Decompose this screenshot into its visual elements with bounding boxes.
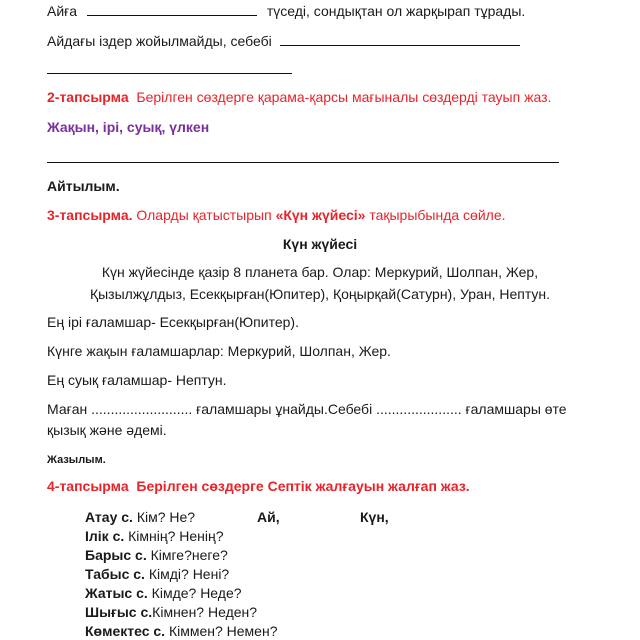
case-row [85,565,229,583]
blank-1[interactable] [87,2,257,16]
case-question: Кімде? Неде? [151,585,242,601]
case-row [85,527,224,545]
case-name: Көмектес с. [85,623,166,639]
task2-words: Жақын, ірі, суық, үлкен [47,119,210,135]
task4-heading [47,477,470,495]
task2-heading [47,88,551,106]
task3-label: 3-тапсырма. [47,207,133,223]
fill-line-2-start: Айдағы іздер жойылмайды, себебі [47,33,272,49]
task4-word-ai: Ай, [257,509,280,525]
case-question: Кімге?неге? [150,547,228,563]
text-s2: Ең ірі ғаламшар- Есекқырған(Юпитер). [47,314,299,330]
case-row [85,508,195,526]
case-name: Ілік с. [85,528,125,544]
fill-line-2 [47,32,520,50]
case-name: Атау с. [85,509,133,525]
text-s3: Күнге жақын ғаламшарлар: Меркурий, Шолпан, Жер. [47,343,391,359]
case-question: Кіммен? Немен? [168,623,278,639]
case-name: Барыс с. [85,547,147,563]
case-row [85,603,257,621]
fill-line-1 [47,2,525,20]
text-p1-line2: Қызылжұлдыз, Есекқырған(Юпитер), Қоңырқай(Сатурн), Уран, Нептун. [89,286,551,302]
section-writing: Жазылым. [47,454,106,466]
task4-instruction: Берілген сөздерге Септік жалғауын жалғап жаз. [136,478,470,494]
task3-instruction-a: Оларды қатыстырып [136,207,272,223]
case-name: Табыс с. [85,566,145,582]
case-question: Кімнен? Неден? [152,604,258,620]
task3-heading [47,206,506,224]
section-speaking: Айтылым. [47,178,120,194]
case-question: Кімнің? Ненің? [128,528,224,544]
case-row [85,546,228,564]
task3-instruction-b: тақырыбында сөйле. [369,207,506,223]
text-s4: Ең суық ғаламшар- Нептун. [47,372,227,388]
case-name: Жатыс с. [85,585,148,601]
case-question: Кімді? Нені? [148,566,230,582]
case-question: Кім? Не? [136,509,196,525]
task4-word-kun: Күн, [360,509,389,525]
text-s5-line2: қызық және әдемі. [47,422,167,438]
task3-topic: «Күн жүйесі» [275,207,366,223]
text-p1-line1: Күн жүйесінде қазір 8 планета бар. Олар: Меркурий, Шолпан, Жер, [101,264,539,280]
case-row [85,622,278,640]
text-title: Күн жүйесі [282,236,358,252]
text-s5-line1: Маған .......................... ғаламшары ұнайды.Себебі ...................... ғаламшары өте [47,401,567,417]
blank-3[interactable] [47,73,292,74]
task4-label: 4-тапсырма [47,478,129,494]
task2-instruction: Берілген сөздерге қарама-қарсы мағыналы сөздерді тауып жаз. [136,89,552,105]
fill-line-1-start: Айға [47,3,78,19]
fill-line-1-end: түседі, сондықтан ол жарқырап тұрады. [266,3,526,19]
case-name: Шығыс с. [85,604,153,620]
task2-label: 2-тапсырма [47,89,129,105]
task2-answer-line[interactable] [47,162,559,163]
case-row [85,584,242,602]
blank-2[interactable] [280,32,520,46]
